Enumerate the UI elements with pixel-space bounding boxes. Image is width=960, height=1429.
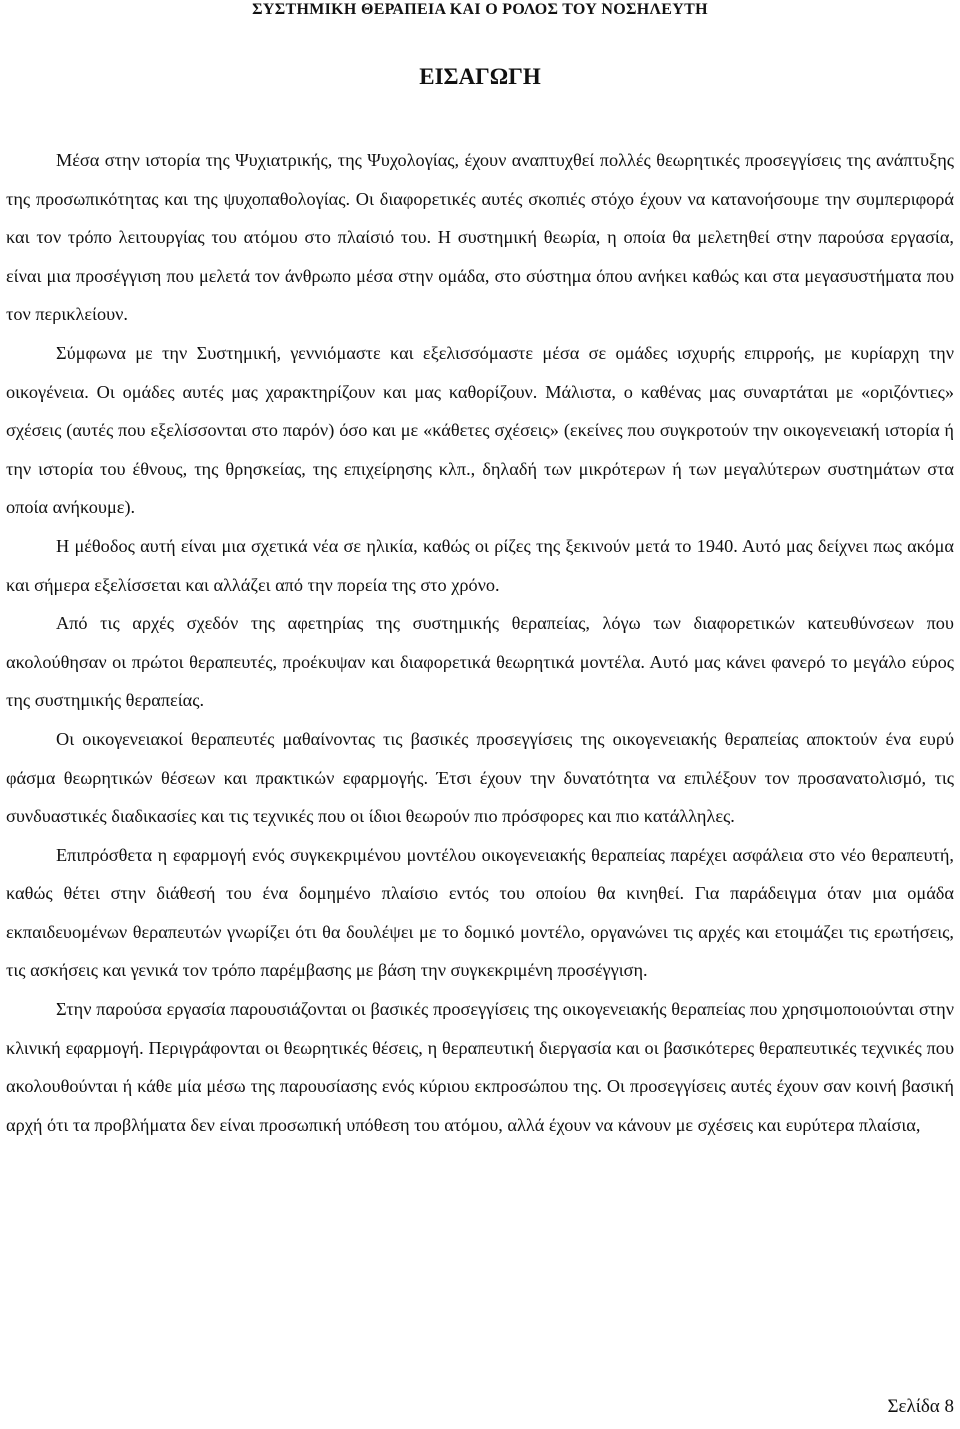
paragraph: Οι οικογενειακοί θεραπευτές μαθαίνοντας τις βασικές προσεγγίσεις της οικογενειακής θεραπείας αποκτούν ένα ευρύ φάσμα θεωρητικών θέσεων και πρακτικών εφαρμογής. Έτσι έχουν την δυνατότητα να επιλέξουν τον προσανατολισμό, τις συνδυαστικές διαδικασίες και τις τεχνικές που οι ίδιοι θεωρούν πιο πρόσφορες και πιο κατάλληλες. — [6, 728, 954, 827]
running-header: ΣΥΣΤΗΜΙΚΗ ΘΕΡΑΠΕΙΑ ΚΑΙ Ο ΡΟΛΟΣ ΤΟΥ ΝΟΣΗΛΕΥΤΗ — [252, 1, 708, 18]
paragraph: Από τις αρχές σχεδόν της αφετηρίας της συστημικής θεραπείας, λόγω των διαφορετικών κατευθύνσεων που ακολούθησαν οι πρώτοι θεραπευτές, προέκυψαν και διαφορετικά θεωρητικά μοντέλα. Αυτό μας κάνει φανερό το μεγάλο εύρος της συστημικής θεραπείας. — [6, 613, 954, 711]
page-title: ΕΙΣΑΓΩΓΗ — [419, 64, 541, 89]
paragraph: Στην παρούσα εργασία παρουσιάζονται οι βασικές προσεγγίσεις της οικογενειακής θεραπείας που χρησιμοποιούνται στην κλινική εφαρμογή. Περιγράφονται οι θεωρητικές θέσεις, η θεραπευτική διεργασία και οι βασικότερες θεραπευτικές τεχνικές που ακολουθούνται ή κάθε μία μέσω της παρουσίασης ενός κύριου εκπροσώπου της. Οι προσεγγίσεις αυτές έχουν σαν κοινή βασική αρχή ότι τα προβλήματα δεν είναι προσωπική υπόθεση του ατόμου, αλλά έχουν να κάνουν με σχέσεις και ευρύτερα πλαίσια, — [6, 999, 954, 1135]
paragraph: Επιπρόσθετα η εφαρμογή ενός συγκεκριμένου μοντέλου οικογενειακής θεραπείας παρέχει ασφάλεια στο νέο θεραπευτή, καθώς θέτει στην διάθεσή του ένα δομημένο πλαίσιο εντός του οποίου θα κινηθεί. Για παράδειγμα όταν μια ομάδα εκπαιδευομένων θεραπευτών γνωρίζει ότι θα δουλέψει με το δομικό μοντέλο, οργανώνει τις αρχές και ετοιμάζει τις ερωτήσεις, τις ασκήσεις και γενικά τον τρόπο παρέμβασης με βάση την συγκεκριμένη προσέγγιση. — [6, 844, 954, 981]
body-text — [6, 141, 954, 1144]
paragraph: Σύμφωνα με την Συστημική, γεννιόμαστε και εξελισσόμαστε μέσα σε ομάδες ισχυρής επιρροής, με κυρίαρχη την οικογένεια. Οι ομάδες αυτές μας χαρακτηρίζουν και μας καθορίζουν. Μάλιστα, ο καθένας μας συναρτάται με «οριζόντιες» σχέσεις (αυτές που εξελίσσονται στο παρόν) όσο και με «κάθετες σχέσεις» (εκείνες που συγκροτούν την οικογενειακή ιστορία ή την ιστορία του έθνους, της θρησκείας, της επιχείρησης κλπ., δηλαδή των μικρότερων ή των μεγαλύτερων συστημάτων στα οποία ανήκουμε). — [6, 342, 954, 518]
page-number: Σελίδα 8 — [887, 1396, 954, 1417]
paragraph: Μέσα στην ιστορία της Ψυχιατρικής, της Ψυχολογίας, έχουν αναπτυχθεί πολλές θεωρητικές προσεγγίσεις της ανάπτυξης της προσωπικότητας και της ψυχοπαθολογίας. Οι διαφορετικές αυτές σκοπιές στόχο έχουν να κατανοήσουμε την συμπεριφορά και τον τρόπο λειτουργίας του ατόμου στο πλαίσιό του. Η συστημική θεωρία, η οποία θα μελετηθεί στην παρούσα εργασία, είναι μια προσέγγιση που μελετά τον άνθρωπο μέσα στην ομάδα, στο σύστημα όπου ανήκει καθώς και στα μεγασυστήματα που τον περικλείουν. — [6, 150, 954, 325]
paragraph: Η μέθοδος αυτή είναι μια σχετικά νέα σε ηλικία, καθώς οι ρίζες της ξεκινούν μετά το 1940. Αυτό μας δείχνει πως ακόμα και σήμερα εξελίσσεται και αλλάζει από την πορεία της στο χρόνο. — [6, 535, 954, 595]
